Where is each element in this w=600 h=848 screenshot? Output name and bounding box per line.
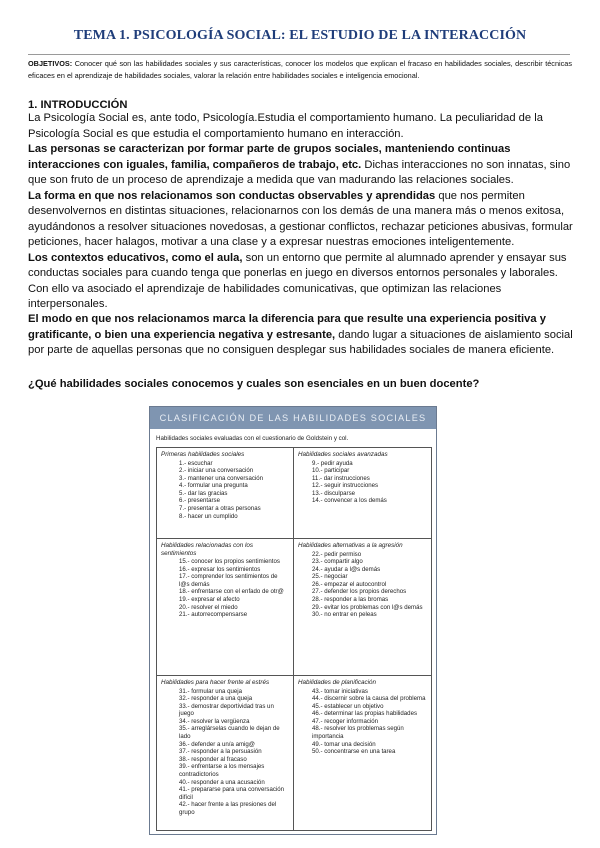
objectives-text: Conocer qué son las habilidades sociales y sus características, conocer los modelos que explican el fracaso en habilidades sociales, describir técnicas eficaces en el aprendizaje de habilidades sociales, valorar la relación entre habilidades sociales e inteligencia emocional. bbox=[28, 59, 572, 80]
skills-group-title: Habilidades sociales avanzadas bbox=[298, 451, 388, 458]
skill-item: 29.- evitar los problemas con l@s demás bbox=[312, 603, 423, 611]
skill-item: 4.- formular una pregunta bbox=[179, 482, 248, 490]
skills-group-title: Habilidades de planificación bbox=[298, 679, 377, 686]
skill-item: 17.- comprender los sentimientos de l@s demás bbox=[179, 573, 278, 588]
skills-group bbox=[157, 539, 294, 676]
skill-item: 16.- expresar los sentimientos bbox=[179, 565, 261, 573]
skill-item: 7.- presentar a otras personas bbox=[179, 505, 261, 513]
objectives-paragraph bbox=[28, 58, 572, 82]
skill-item: 44.- discernir sobre la causa del problema bbox=[312, 695, 426, 703]
skill-item: 43.- tomar iniciativas bbox=[312, 687, 368, 695]
skill-item: 2.- iniciar una conversación bbox=[179, 467, 254, 475]
figure-subtitle: Habilidades sociales evaluadas con el cuestionario de Goldstein y col. bbox=[156, 435, 349, 442]
intro-sentence-2: Dichas interacciones no son innatas, sino que son fruto de un proceso de aprendizaje a medida que van madurando las relaciones sociales. bbox=[28, 158, 571, 186]
skill-item: 38.- responder al fracaso bbox=[179, 755, 247, 763]
title-divider bbox=[28, 54, 570, 55]
skill-item: 5.- dar las gracias bbox=[179, 489, 228, 497]
skills-group-title: Habilidades alternativas a la agresión bbox=[298, 542, 403, 549]
question-heading: ¿Qué habilidades sociales conocemos y cuales son esenciales en un buen docente? bbox=[28, 378, 480, 390]
objectives-label: OBJETIVOS: bbox=[28, 59, 73, 68]
skills-grid bbox=[156, 447, 432, 831]
skill-item: 31.- formular una queja bbox=[179, 687, 243, 695]
skill-item: 39.- enfrentarse a los mensajes contradictorios bbox=[179, 763, 265, 779]
intro-sentence-4: son un entorno que permite al alumnado aprender y ensayar sus conductas sociales para cuando tenga que ponerlas en juego en diversos entornos personales y laborales. Con ello va asociado el aprendizaje de habilidades comunicativas, que optimizan las relaciones interpersonales. bbox=[28, 251, 567, 310]
skill-item: 1.- escuchar bbox=[179, 459, 213, 467]
skill-item: 45.- establecer un objetivo bbox=[312, 702, 384, 710]
intro-paragraph bbox=[28, 111, 574, 313]
skills-group bbox=[157, 448, 294, 539]
skill-item: 13.- disculparse bbox=[312, 489, 356, 497]
intro-sentence-1: La Psicología Social es, ante todo, Psicología.Estudia el comportamiento humano. La peculiaridad de la Psicología Social es que estudia el comportamiento humano en interacción. bbox=[28, 112, 543, 140]
skill-item: 37.- responder a la persuasión bbox=[179, 748, 262, 756]
skill-item: 30.- no entrar en peleas bbox=[312, 611, 377, 619]
skill-item: 50.- concentrarse en una tarea bbox=[312, 748, 396, 756]
skill-item: 42.- hacer frente a las presiones del grupo bbox=[179, 801, 277, 816]
skill-item: 35.- arreglárselas cuando le dejan de lado bbox=[179, 725, 280, 741]
skill-item: 3.- mantener una conversación bbox=[179, 474, 264, 482]
skill-item: 34.- resolver la vergüenza bbox=[179, 717, 250, 725]
skill-item: 46.- determinar las propias habilidades bbox=[312, 710, 418, 718]
skill-item: 36.- defender a un/a amig@ bbox=[179, 740, 255, 748]
intro-sentence-4-bold: Los contextos educativos, como el aula, bbox=[28, 251, 243, 264]
skill-item: 12.- seguir instrucciones bbox=[312, 482, 379, 490]
skill-item: 21.- autorrecompensarse bbox=[179, 611, 248, 619]
skill-item: 32.- responder a una queja bbox=[179, 695, 253, 703]
skill-item: 33.- demostrar deportividad tras un juego bbox=[179, 702, 274, 718]
second-paragraph-text: dando lugar a situaciones de aislamiento social por parte de aquellas personas que no consiguen desplegar sus habilidades sociales de manera eficiente. bbox=[28, 328, 573, 356]
skill-item: 49.- tomar una decisión bbox=[312, 740, 376, 748]
skills-group bbox=[294, 539, 431, 676]
intro-sentence-2-bold: Las personas se caracterizan por formar parte de grupos sociales, manteniendo continuas interacciones con iguales, familia, compañeros de trabajo, etc. bbox=[28, 143, 511, 171]
skill-item: 9.- pedir ayuda bbox=[312, 459, 353, 467]
second-paragraph-bold: El modo en que nos relacionamos marca la diferencia para que resulte una experiencia positiva y gratificante, o bien una experiencia negativa y estresante, bbox=[28, 313, 546, 341]
skill-item: 15.- conocer los propios sentimientos bbox=[179, 558, 280, 565]
skill-item: 47.- recoger información bbox=[312, 717, 379, 725]
intro-sentence-3: que nos permiten desenvolvernos en distintas situaciones, relacionarnos con los demás de una manera más o menos exitosa, ayudándonos a resolver situaciones novedosas, a gestionar conflictos, rechazar peticiones abusivas, formular peticiones, hacer halagos, motivar a una clase y a expresar nuestras emociones inteligentemente. bbox=[28, 189, 573, 248]
page-title: TEMA 1. PSICOLOGÍA SOCIAL: EL ESTUDIO DE LA INTERACCIÓN bbox=[73, 28, 527, 43]
skill-item: 10.- participar bbox=[312, 467, 350, 475]
skill-item: 22.- pedir permiso bbox=[312, 550, 362, 558]
skills-group bbox=[157, 676, 294, 830]
skill-item: 40.- responder a una acusación bbox=[179, 778, 265, 786]
section-heading: 1. INTRODUCCIÓN bbox=[28, 99, 128, 111]
skill-item: 18.- enfrentarse con el enfado de otr@ bbox=[179, 588, 284, 596]
skill-item: 26.- empezar el autocontrol bbox=[312, 580, 387, 588]
second-paragraph bbox=[28, 312, 574, 359]
figure-header: CLASIFICACIÓN DE LAS HABILIDADES SOCIALES bbox=[150, 407, 436, 429]
skills-group bbox=[294, 676, 431, 830]
skill-item: 14.- convencer a los demás bbox=[312, 497, 387, 505]
skills-group-title: Habilidades para hacer frente al estrés bbox=[161, 679, 270, 686]
skills-group-title: Habilidades relacionadas con los sentimientos bbox=[161, 542, 254, 557]
intro-sentence-3-bold: La forma en que nos relacionamos son conductas observables y aprendidas bbox=[28, 189, 436, 202]
skill-item: 25.- negociar bbox=[312, 573, 348, 581]
skill-item: 19.- expresar el afecto bbox=[179, 595, 240, 603]
skill-item: 20.- resolver el miedo bbox=[179, 603, 238, 611]
skill-item: 48.- resolver los problemas según importancia bbox=[312, 725, 404, 741]
skill-item: 23.- compartir algo bbox=[312, 558, 363, 566]
skill-item: 27.- defender los propios derechos bbox=[312, 588, 407, 596]
skill-item: 24.- ayudar a l@s demás bbox=[312, 565, 381, 573]
skills-group-title: Primeras habilidades sociales bbox=[161, 451, 245, 458]
social-skills-table-figure bbox=[149, 406, 437, 835]
skill-item: 6.- presentarse bbox=[179, 497, 220, 505]
skill-item: 8.- hacer un cumplido bbox=[179, 512, 238, 520]
skill-item: 11.- dar instrucciones bbox=[312, 474, 370, 482]
skill-item: 41.- prepararse para una conversación difícil bbox=[179, 786, 285, 801]
skill-item: 28.- responder a las bromas bbox=[312, 596, 389, 604]
skills-group bbox=[294, 448, 431, 539]
